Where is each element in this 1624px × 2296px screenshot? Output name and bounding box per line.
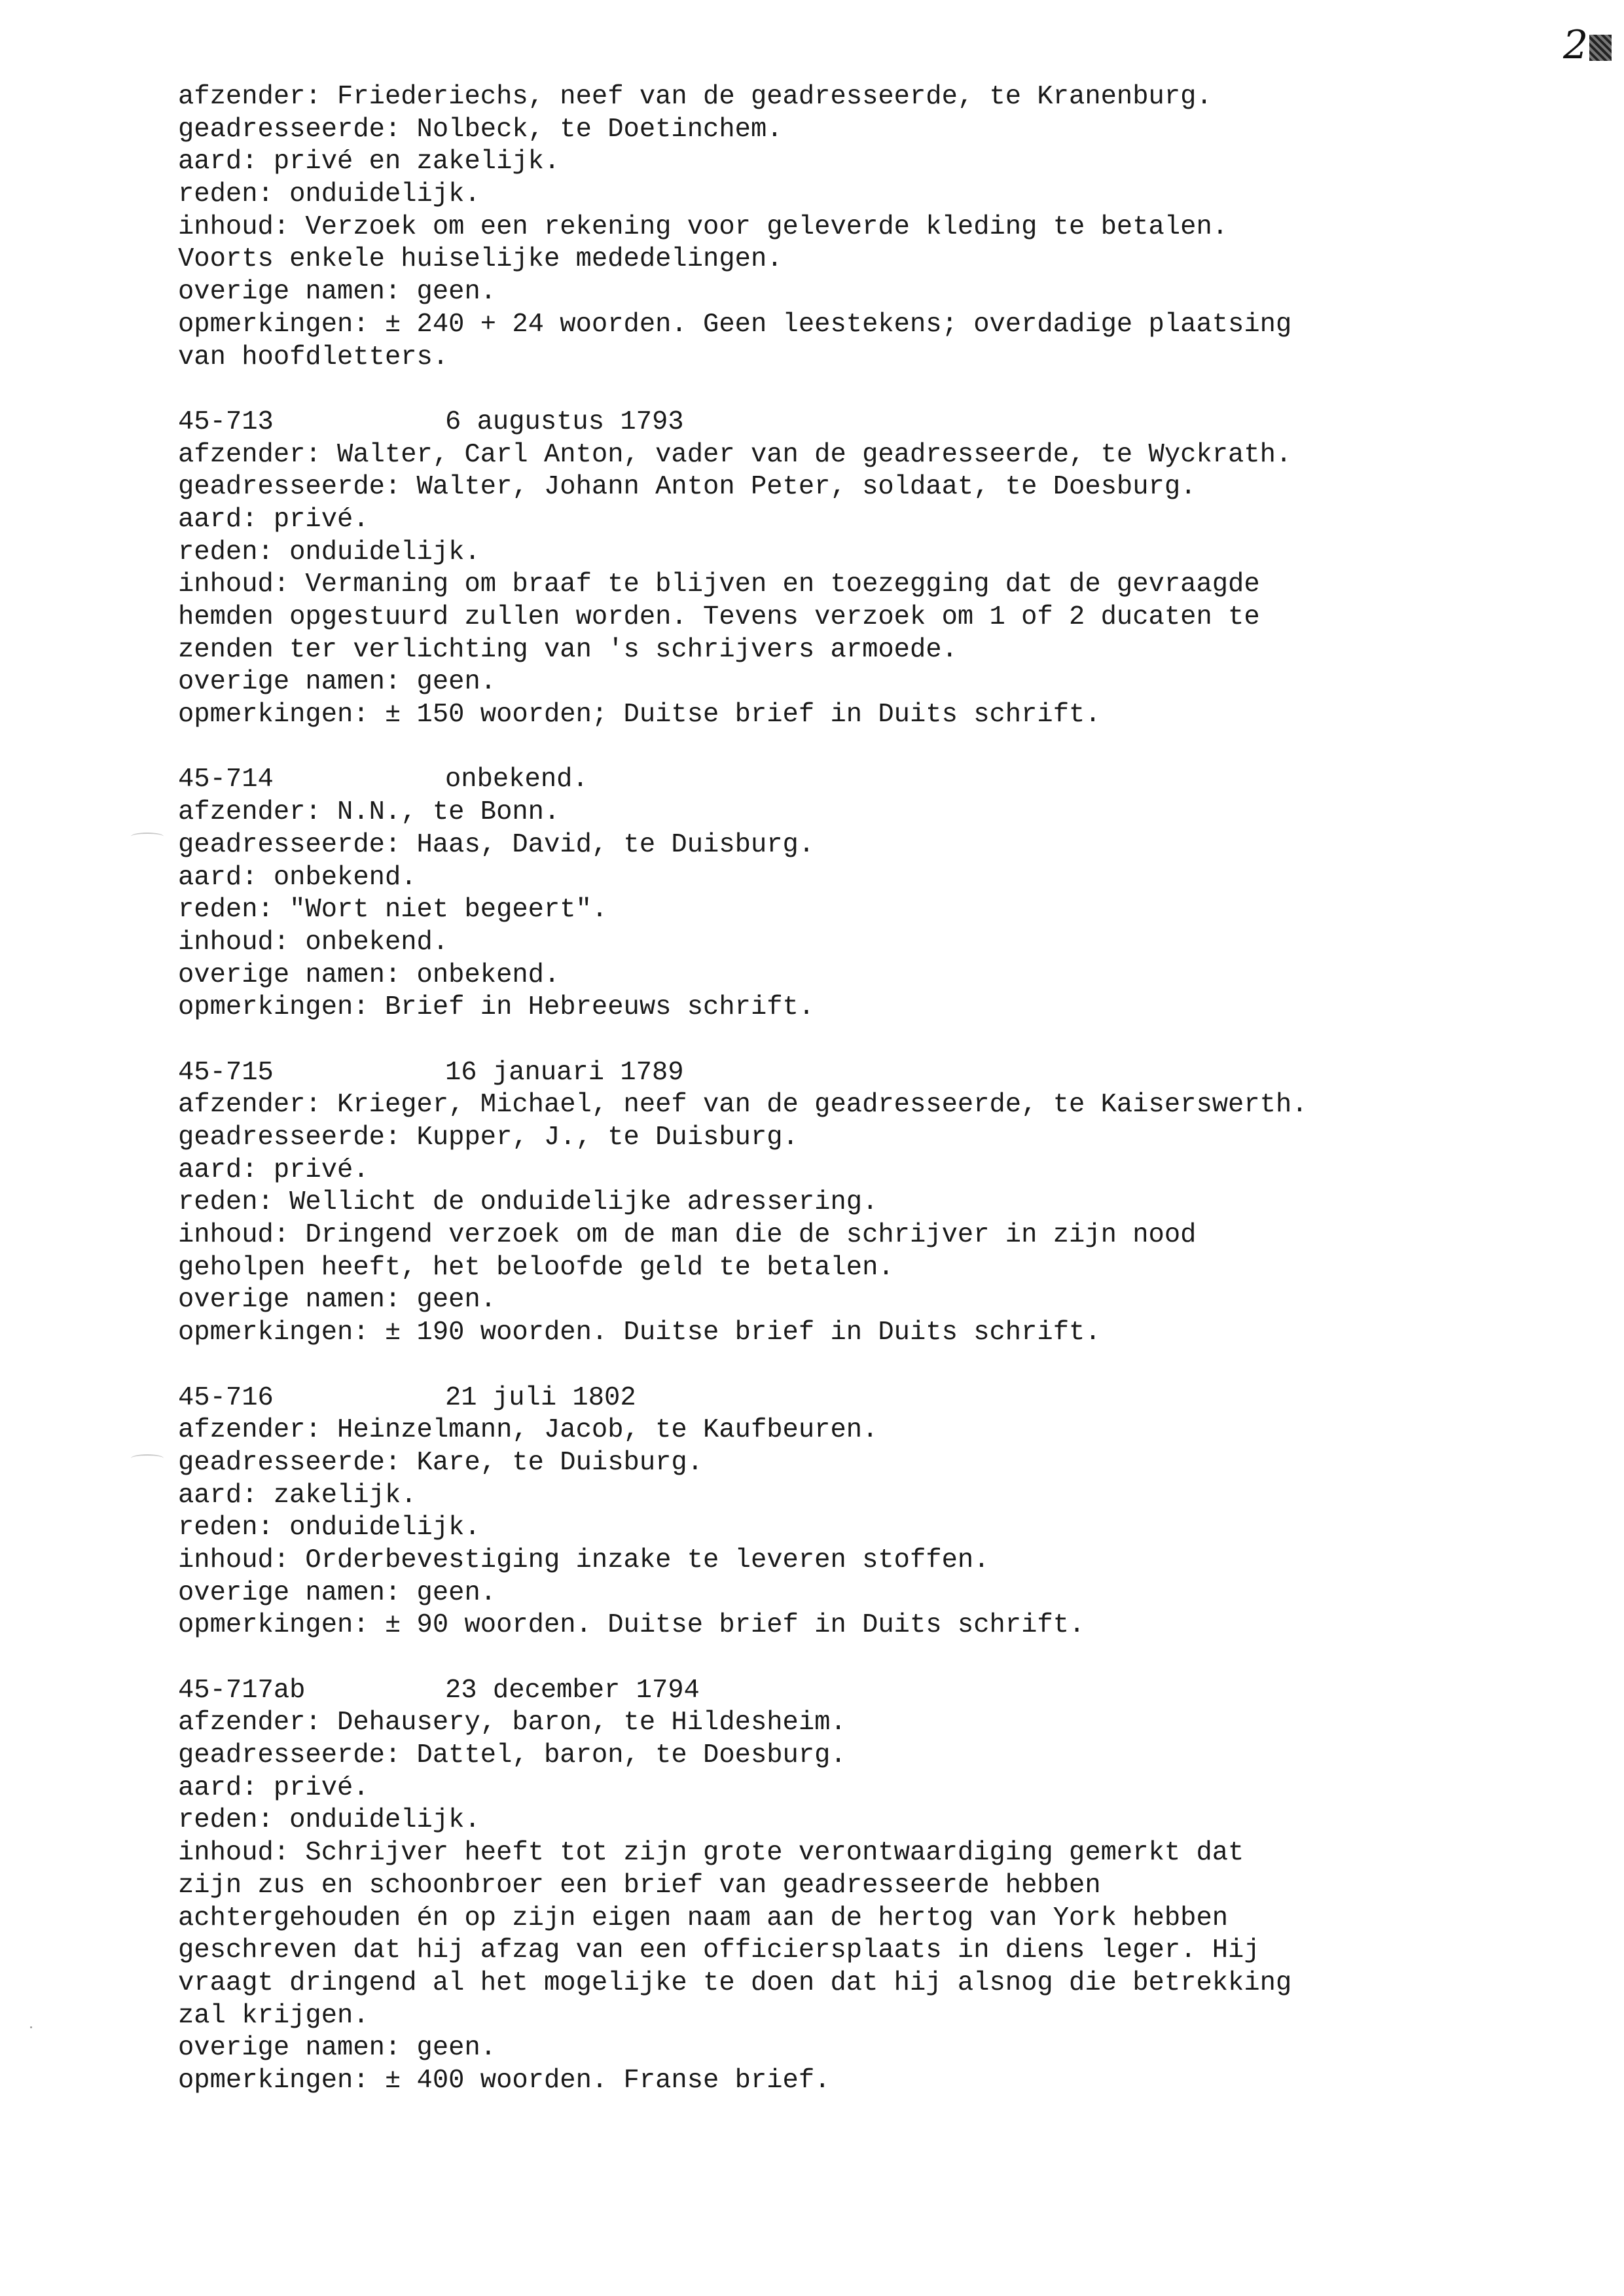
inhoud-line: zijn zus en schoonbroer een brief van geadresseerde hebben [178, 1870, 1101, 1901]
record-45-716 [178, 1382, 1553, 1643]
record-header [178, 406, 1553, 439]
record-number: 45-714 [178, 764, 274, 795]
inhoud-line: inhoud: onbekend. [178, 927, 449, 958]
record-header [178, 1382, 1553, 1415]
aard: aard: privé. [178, 1772, 369, 1803]
overige-namen: overige namen: geen. [178, 667, 497, 698]
overige-namen: overige namen: geen. [178, 1577, 497, 1608]
opmerkingen-line: opmerkingen: ± 90 woorden. Duitse brief in Duits schrift. [178, 1610, 1085, 1641]
inhoud-line: inhoud: Dringend verzoek om de man die de schrijver in zijn nood [178, 1220, 1197, 1251]
overige-namen: overige namen: geen. [178, 1285, 497, 1316]
record-number: 45-717ab [178, 1675, 306, 1706]
overige-namen: overige namen: geen. [178, 2033, 497, 2064]
page-number: 2 [1563, 22, 1612, 68]
geadresseerde: geadresseerde: Kare, te Duisburg. [178, 1447, 704, 1478]
aard: aard: privé. [178, 1155, 369, 1185]
reden: reden: onduidelijk. [178, 1513, 480, 1543]
inhoud-line: inhoud: Verzoek om een rekening voor geleverde kleding te betalen. [178, 211, 1229, 242]
inhoud-line: Voorts enkele huiselijke mededelingen. [178, 244, 783, 275]
geadresseerde: geadresseerde: Nolbeck, te Doetinchem. [178, 114, 783, 145]
opmerkingen-line: van hoofdletters. [178, 342, 449, 372]
geadresseerde: geadresseerde: Walter, Johann Anton Peter, soldaat, te Doesburg. [178, 472, 1197, 503]
opmerkingen-line: opmerkingen: ± 400 woorden. Franse brief. [178, 2065, 831, 2096]
record-45-717ab [178, 1675, 1553, 2098]
record-45-713 [178, 406, 1553, 732]
geadresseerde: geadresseerde: Dattel, baron, te Doesburg. [178, 1740, 846, 1771]
overige-namen: overige namen: onbekend. [178, 960, 560, 990]
reden: reden: onduidelijk. [178, 537, 480, 567]
inhoud-line: achtergehouden én op zijn eigen naam aan de hertog van York hebben [178, 1903, 1229, 1933]
record-45-715 [178, 1057, 1553, 1350]
reden: reden: "Wort niet begeert". [178, 895, 608, 925]
reden: reden: onduidelijk. [178, 179, 480, 210]
record-45-714 [178, 764, 1553, 1024]
aard: aard: zakelijk. [178, 1480, 417, 1511]
aard: aard: privé en zakelijk. [178, 147, 560, 177]
aard: aard: privé. [178, 504, 369, 535]
record-header [178, 1057, 1553, 1090]
record-date: 16 januari 1789 [445, 1057, 684, 1088]
record-header [178, 764, 1553, 797]
inhoud-line: zenden ter verlichting van 's schrijvers armoede. [178, 634, 958, 665]
record-header [178, 1675, 1553, 1708]
record-intro [178, 81, 1553, 374]
opmerkingen-line: opmerkingen: Brief in Hebreeuws schrift. [178, 992, 815, 1023]
record-number: 45-713 [178, 406, 274, 437]
inhoud-line: inhoud: Orderbevestiging inzake te leveren stoffen. [178, 1545, 990, 1575]
afzender: afzender: N.N., te Bonn. [178, 797, 560, 828]
opmerkingen-line: opmerkingen: ± 190 woorden. Duitse brief in Duits schrift. [178, 1318, 1101, 1348]
inhoud-line: inhoud: Schrijver heeft tot zijn grote verontwaardiging gemerkt dat [178, 1838, 1244, 1869]
afzender: afzender: Krieger, Michael, neef van de geadresseerde, te Kaiserswerth. [178, 1090, 1308, 1121]
inhoud-line: inhoud: Vermaning om braaf te blijven en toezegging dat de gevraagde [178, 569, 1260, 600]
aard: aard: onbekend. [178, 862, 417, 893]
record-date: 6 augustus 1793 [445, 406, 684, 437]
punch-mark [131, 1454, 164, 1462]
document-body [178, 81, 1553, 2098]
punch-mark [131, 833, 164, 840]
afzender: afzender: Friederiechs, neef van de geadresseerde, te Kranenburg. [178, 82, 1212, 112]
inhoud-line: vraagt dringend al het mogelijke te doen dat hij alsnog die betrekking [178, 1967, 1292, 1998]
afzender: afzender: Dehausery, baron, te Hildesheim. [178, 1708, 846, 1738]
inhoud-line: geschreven dat hij afzag van een officiersplaats in diens leger. Hij [178, 1935, 1260, 1966]
afzender: afzender: Walter, Carl Anton, vader van de geadresseerde, te Wyckrath. [178, 439, 1292, 470]
overige-namen: overige namen: geen. [178, 277, 497, 308]
opmerkingen-line: opmerkingen: ± 150 woorden; Duitse brief in Duits schrift. [178, 700, 1101, 730]
speck [30, 2026, 32, 2028]
ink-smudge [1589, 35, 1612, 61]
geadresseerde: geadresseerde: Haas, David, te Duisburg. [178, 829, 815, 860]
record-number: 45-715 [178, 1057, 274, 1088]
reden: reden: onduidelijk. [178, 1805, 480, 1836]
record-date: onbekend. [445, 764, 588, 795]
record-date: 21 juli 1802 [445, 1382, 636, 1413]
geadresseerde: geadresseerde: Kupper, J., te Duisburg. [178, 1122, 799, 1153]
inhoud-line: geholpen heeft, het beloofde geld te betalen. [178, 1252, 894, 1283]
reden: reden: Wellicht de onduidelijke adressering. [178, 1187, 878, 1218]
inhoud-line: zal krijgen. [178, 2000, 369, 2031]
record-date: 23 december 1794 [445, 1675, 700, 1706]
inhoud-line: hemden opgestuurd zullen worden. Tevens verzoek om 1 of 2 ducaten te [178, 602, 1260, 632]
record-number: 45-716 [178, 1382, 274, 1413]
afzender: afzender: Heinzelmann, Jacob, te Kaufbeuren. [178, 1415, 878, 1446]
opmerkingen-line: opmerkingen: ± 240 + 24 woorden. Geen leestekens; overdadige plaatsing [178, 309, 1292, 340]
